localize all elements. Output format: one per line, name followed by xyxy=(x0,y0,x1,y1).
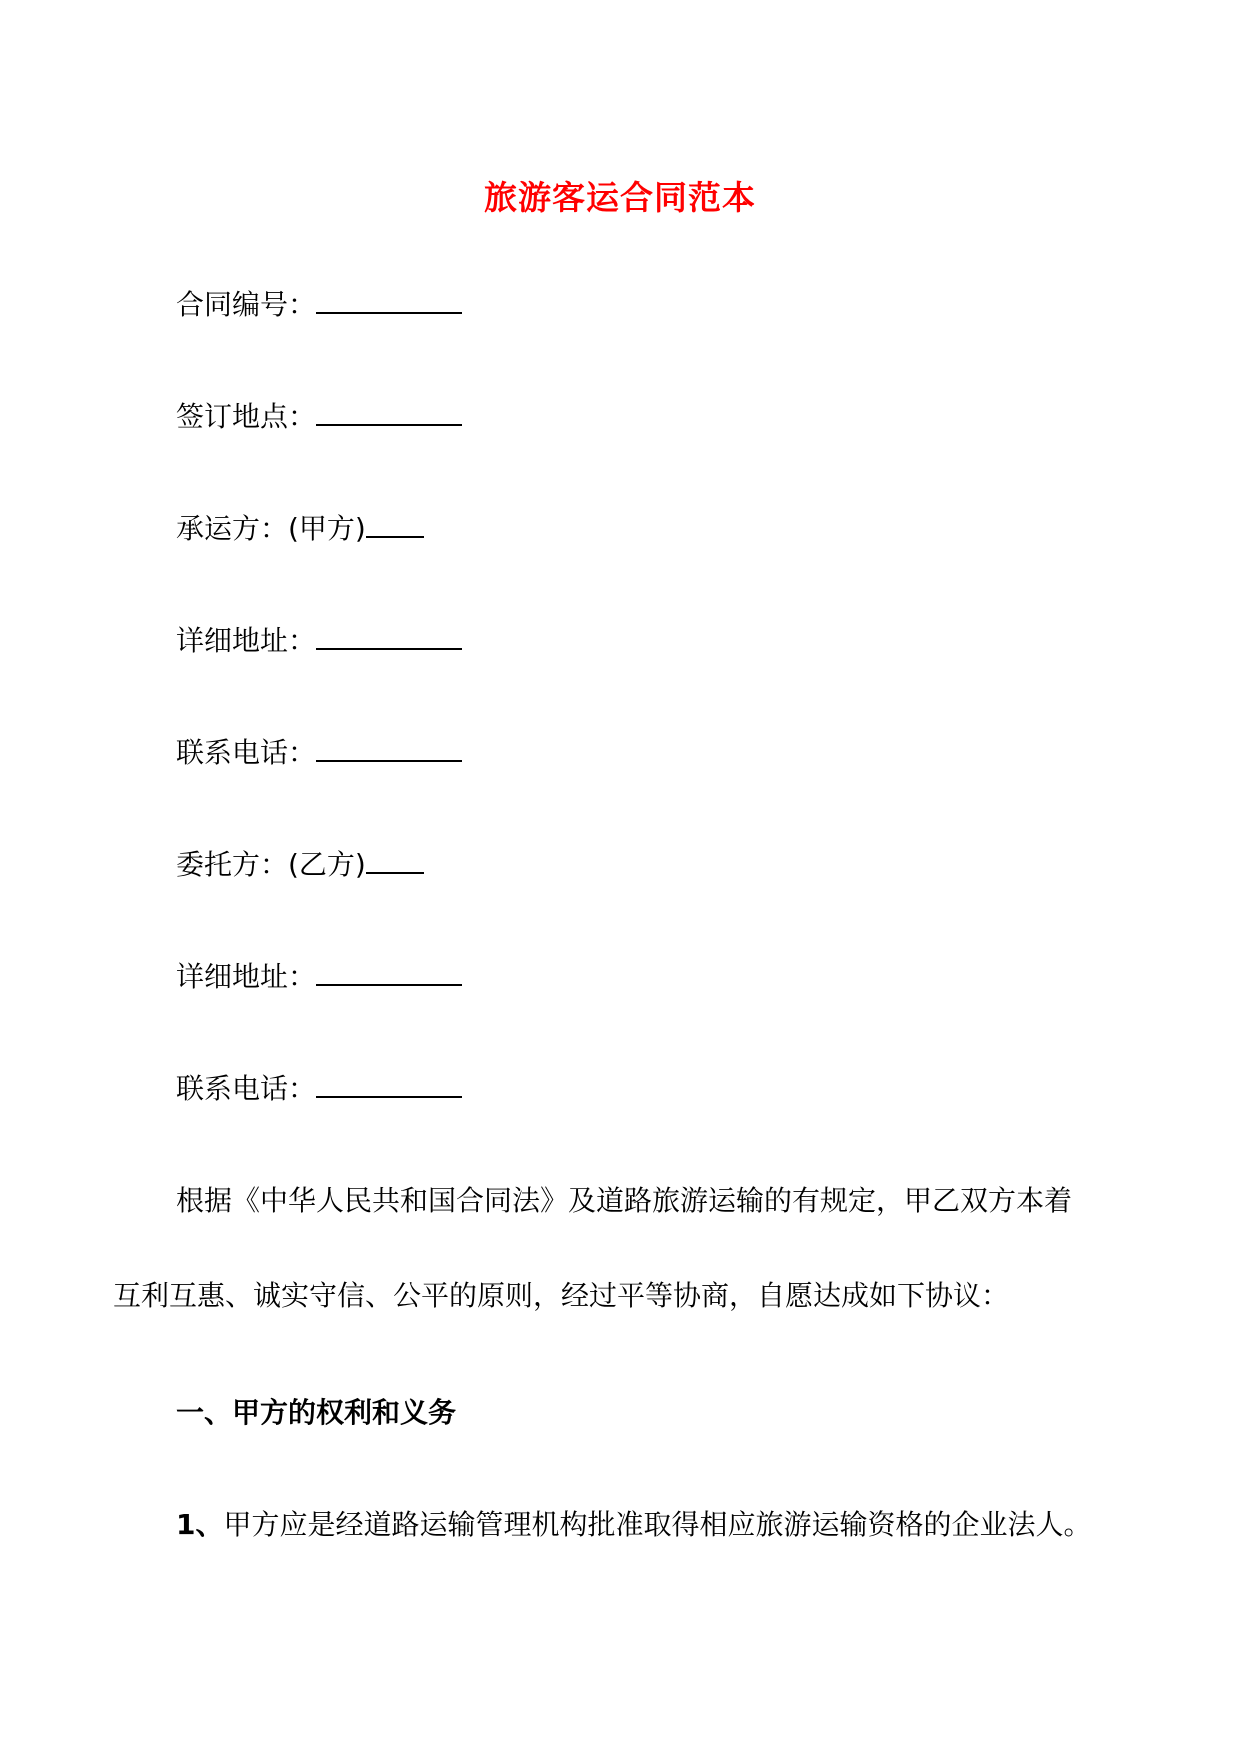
clause-text: 甲方应是经道路运输管理机构批准取得相应旅游运输资格的企业法人。 xyxy=(223,1508,1092,1541)
blank-line[interactable] xyxy=(366,846,424,874)
field-label: 联系电话： xyxy=(176,736,317,769)
intro-paragraph-line1: 根据《中华人民共和国合同法》及道路旅游运输的有规定，甲乙双方本着 xyxy=(176,1184,1073,1217)
blank-line[interactable] xyxy=(316,398,462,426)
section-heading: 一、甲方的权利和义务 xyxy=(176,1396,457,1429)
blank-line[interactable] xyxy=(316,958,462,986)
field-carrier xyxy=(176,509,424,549)
field-label: 详细地址： xyxy=(176,624,317,657)
field-client-phone xyxy=(176,1069,462,1109)
field-label: 详细地址： xyxy=(176,960,317,993)
field-carrier-phone xyxy=(176,733,462,773)
blank-line[interactable] xyxy=(316,286,462,314)
field-signing-place xyxy=(176,397,462,437)
field-label: 联系电话： xyxy=(176,1072,317,1105)
field-carrier-address xyxy=(176,621,462,661)
field-label: 合同编号： xyxy=(176,288,317,321)
clause-number: 1、 xyxy=(176,1508,224,1541)
blank-line[interactable] xyxy=(316,1070,462,1098)
document-title: 旅游客运合同范本 xyxy=(484,178,756,217)
field-label: 委托方：(乙方) xyxy=(176,848,366,881)
field-contract-number xyxy=(176,285,462,325)
blank-line[interactable] xyxy=(316,734,462,762)
field-client xyxy=(176,845,424,885)
blank-line[interactable] xyxy=(316,622,462,650)
field-label: 承运方：(甲方) xyxy=(176,512,366,545)
field-client-address xyxy=(176,957,462,997)
clause-item xyxy=(176,1505,1092,1545)
intro-paragraph-line2: 互利互惠、诚实守信、公平的原则，经过平等协商，自愿达成如下协议： xyxy=(113,1279,1010,1312)
blank-line[interactable] xyxy=(366,510,424,538)
field-label: 签订地点： xyxy=(176,400,317,433)
